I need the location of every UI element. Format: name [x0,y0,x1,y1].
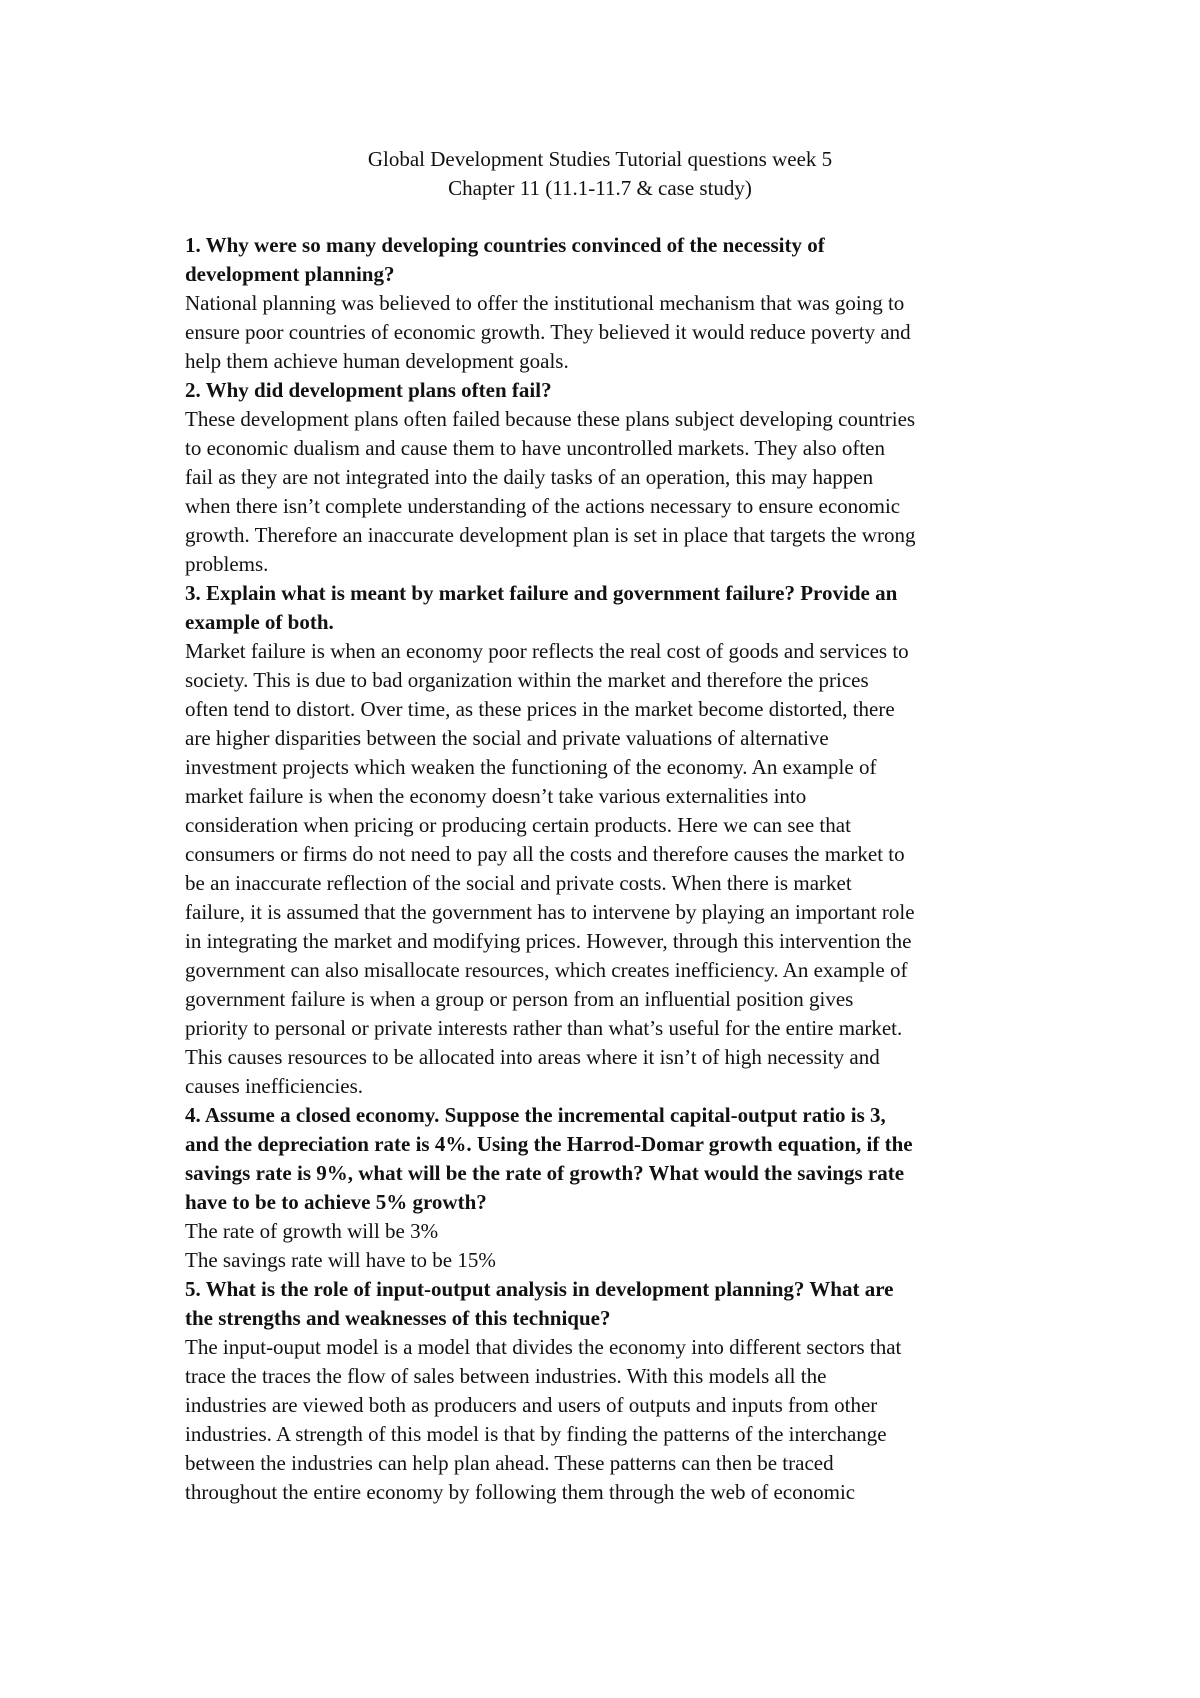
answer-line: This causes resources to be allocated into areas where it isn’t of high necessity and [185,1045,880,1069]
answer-line: often tend to distort. Over time, as these prices in the market become distorted, there [185,697,895,721]
answer-line: The savings rate will have to be 15% [185,1248,496,1272]
answer-line: trace the traces the flow of sales between industries. With this models all the [185,1364,827,1388]
question-line: 3. Explain what is meant by market failure and government failure? Provide an [185,581,898,605]
answer-line: are higher disparities between the social and private valuations of alternative [185,726,829,750]
question-line: have to be to achieve 5% growth? [185,1190,487,1214]
answer-line: government can also misallocate resources, which creates inefficiency. An example of [185,958,908,982]
answer-line: industries are viewed both as producers and users of outputs and inputs from other [185,1393,878,1417]
answer-line: industries. A strength of this model is that by finding the patterns of the interchange [185,1422,887,1446]
answer-line: ensure poor countries of economic growth. They believed it would reduce poverty and [185,320,911,344]
answer-5 [185,1333,1035,1507]
answer-line: consumers or firms do not need to pay all the costs and therefore causes the market to [185,842,905,866]
title-line: Global Development Studies Tutorial questions week 5 [367,147,833,171]
answer-3 [185,637,1035,1101]
answer-line: to economic dualism and cause them to have uncontrolled markets. They also often [185,436,885,460]
answer-line: The rate of growth will be 3% [185,1219,439,1243]
answer-line: consideration when pricing or producing certain products. Here we can see that [185,813,851,837]
answer-line: The input-ouput model is a model that divides the economy into different sectors that [185,1335,902,1359]
subtitle-line: Chapter 11 (11.1-11.7 & case study) [448,176,752,200]
answer-line: causes inefficiencies. [185,1074,364,1098]
answer-line: investment projects which weaken the functioning of the economy. An example of [185,755,877,779]
question-line: 4. Assume a closed economy. Suppose the incremental capital-output ratio is 3, [185,1103,886,1127]
question-3 [185,579,1035,637]
answer-1 [185,289,1035,376]
answer-line: throughout the entire economy by following them through the web of economic [185,1480,856,1504]
answer-4 [185,1217,1035,1275]
question-line: 2. Why did development plans often fail? [185,378,552,402]
question-line: and the depreciation rate is 4%. Using the Harrod-Domar growth equation, if the [185,1132,913,1156]
document-title [0,145,1200,203]
answer-line: growth. Therefore an inaccurate development plan is set in place that targets the wrong [185,523,916,547]
answer-line: failure, it is assumed that the government has to intervene by playing an important role [185,900,915,924]
answer-line: problems. [185,552,269,576]
answer-line: market failure is when the economy doesn’t take various externalities into [185,784,807,808]
question-line: development planning? [185,262,395,286]
document-body [185,231,1035,1507]
question-line: 5. What is the role of input-output analysis in development planning? What are [185,1277,894,1301]
answer-line: priority to personal or private interests rather than what’s useful for the entire market. [185,1016,903,1040]
answer-line: government failure is when a group or person from an influential position gives [185,987,854,1011]
answer-line: help them achieve human development goals. [185,349,569,373]
answer-line: fail as they are not integrated into the daily tasks of an operation, this may happen [185,465,874,489]
answer-line: be an inaccurate reflection of the social and private costs. When there is market [185,871,852,895]
answer-line: society. This is due to bad organization within the market and therefore the prices [185,668,869,692]
question-line: 1. Why were so many developing countries convinced of the necessity of [185,233,825,257]
answer-line: when there isn’t complete understanding of the actions necessary to ensure economic [185,494,901,518]
answer-line: Market failure is when an economy poor reflects the real cost of goods and services to [185,639,909,663]
answer-line: in integrating the market and modifying prices. However, through this intervention the [185,929,912,953]
question-line: the strengths and weaknesses of this technique? [185,1306,611,1330]
answer-line: between the industries can help plan ahead. These patterns can then be traced [185,1451,834,1475]
answer-line: National planning was believed to offer the institutional mechanism that was going to [185,291,905,315]
answer-2 [185,405,1035,579]
question-5 [185,1275,1035,1333]
answer-line: These development plans often failed because these plans subject developing countries [185,407,916,431]
question-2 [185,376,1035,405]
question-4 [185,1101,1035,1217]
question-line: savings rate is 9%, what will be the rate of growth? What would the savings rate [185,1161,905,1185]
question-1 [185,231,1035,289]
question-line: example of both. [185,610,334,634]
